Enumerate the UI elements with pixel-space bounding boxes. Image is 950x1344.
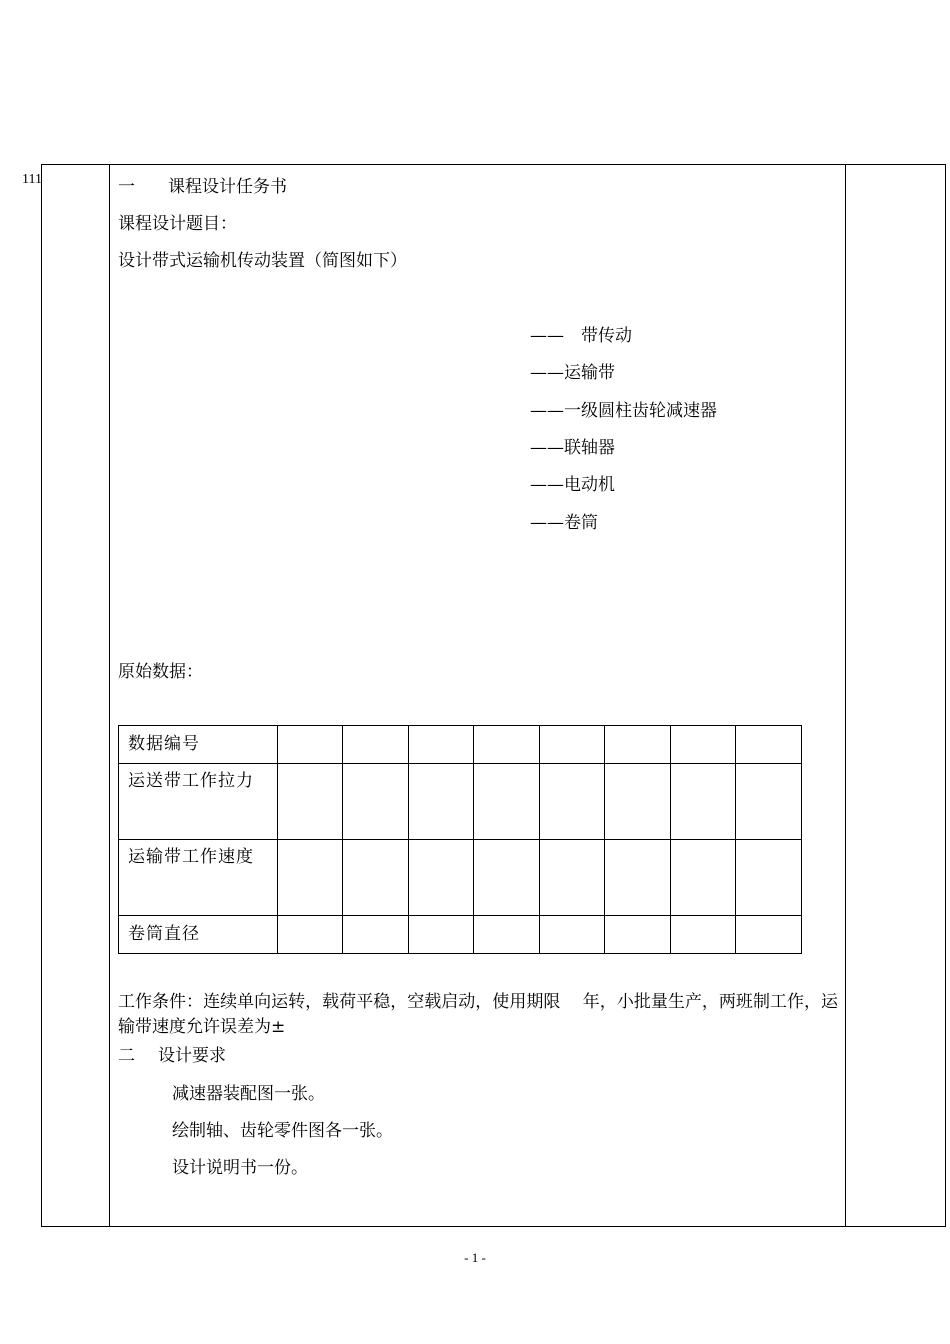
legend-item: —— 带传动 [530,326,632,346]
raw-data-label: 原始数据： [118,662,203,682]
table-cell [736,726,802,764]
legend-item: ——卷筒 [530,513,598,533]
table-cell [605,764,671,840]
table-cell [409,916,474,954]
table-cell [736,840,802,916]
raw-data-table [118,725,802,954]
table-cell [278,916,343,954]
table-cell [671,726,736,764]
page-frame [41,164,946,1227]
table-cell [409,840,474,916]
legend-item: ——运输带 [530,363,615,383]
legend-item: ——电动机 [530,475,615,495]
table-cell [736,764,802,840]
legend-item: ——一级圆柱齿轮减速器 [530,401,717,421]
row-label: 卷筒直径 [119,916,278,954]
page-number: - 1 - [464,1250,486,1265]
table-cell [278,726,343,764]
section1-title: 课程设计任务书 [168,177,287,197]
table-cell [736,916,802,954]
work-conditions: 工作条件：连续单向运转，载荷平稳，空载启动，使用期限 年，小批量生产，两班制工作，运输带速度允许误差为± [118,992,838,1037]
table-cell [343,764,409,840]
table-cell [605,840,671,916]
requirement-item: 设计说明书一份。 [172,1158,308,1178]
table-cell [278,840,343,916]
table-cell [474,726,540,764]
table-cell [540,764,605,840]
right-column-rule [845,164,846,1227]
table-cell [343,840,409,916]
requirement-item: 绘制轴、齿轮零件图各一张。 [172,1121,393,1141]
topic-label: 课程设计题目： [118,214,237,234]
table-cell [605,916,671,954]
table-cell [671,916,736,954]
table-cell [409,726,474,764]
table-cell [474,916,540,954]
requirement-item: 减速器装配图一张。 [172,1084,325,1104]
row-label: 运输带工作速度 [119,840,278,916]
table-cell [474,840,540,916]
table-row [119,726,802,764]
table-cell [671,764,736,840]
legend-item: ——联轴器 [530,438,615,458]
section1-number: 一 [118,177,135,197]
table-cell [540,726,605,764]
table-cell [540,916,605,954]
topic-text: 设计带式运输机传动装置（简图如下） [118,251,407,271]
row-label: 数据编号 [119,726,278,764]
section2-title: 设计要求 [158,1046,226,1066]
table-row [119,764,802,840]
row-label: 运送带工作拉力 [119,764,278,840]
table-cell [343,916,409,954]
margin-marker: 111 [22,172,42,187]
table-cell [540,840,605,916]
table-cell [343,726,409,764]
left-column-rule [109,164,110,1227]
table-row [119,916,802,954]
table-cell [671,840,736,916]
table-row [119,840,802,916]
table-cell [278,764,343,840]
section2-number: 二 [118,1046,135,1066]
table-cell [474,764,540,840]
table-cell [409,764,474,840]
table-cell [605,726,671,764]
